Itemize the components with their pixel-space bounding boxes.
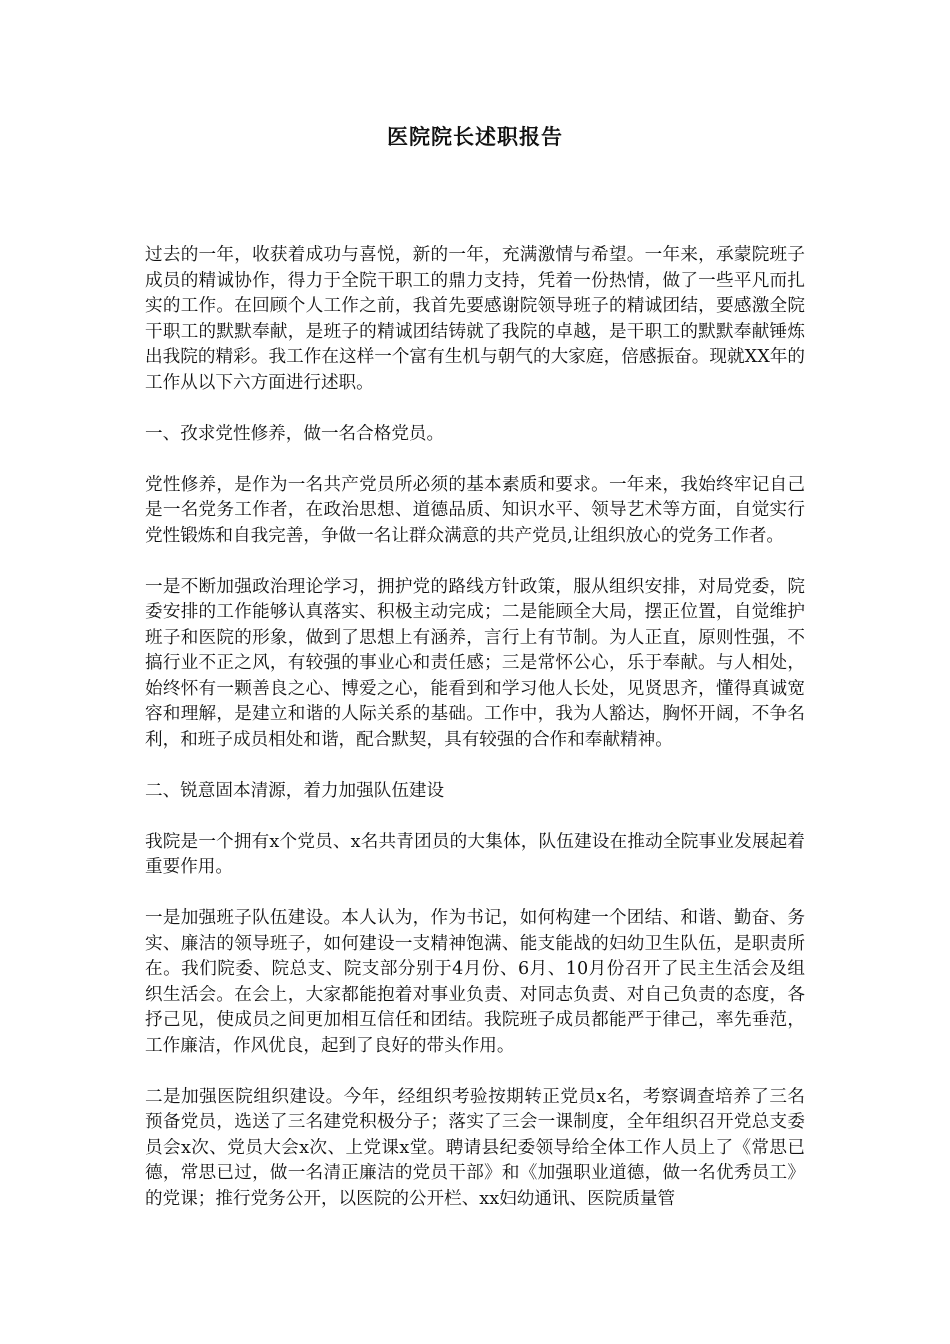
paragraph: 一是不断加强政治理论学习，拥护党的路线方针政策，服从组织安排，对局党委，院委安排的工作能够认真落实、积极主动完成；二是能顾全大局，摆正位置，自觉维护班子和医院的形象，做到了思想上有涵养，言行上有节制。为人正直，原则性强，不搞行业不正之风，有较强的事业心和责任感；三是常怀公心，乐于奉献。与人相处，始终怀有一颗善良之心、博爱之心，能看到和学习他人长处，见贤思齐，懂得真诚宽容和理解，是建立和谐的人际关系的基础。工作中，我为人豁达，胸怀开阔，不争名利，和班子成员相处和谐，配合默契，具有较强的合作和奉献精神。 xyxy=(145,576,805,750)
section-heading-2: 二、锐意固本清源，着力加强队伍建设 xyxy=(145,780,445,801)
document-title: 医院院长述职报告 xyxy=(387,124,563,149)
paragraph: 党性修养，是作为一名共产党员所必须的基本素质和要求。一年来，我始终牢记自己是一名党务工作者，在政治思想、道德品质、知识水平、领导艺术等方面，自觉实行党性锻炼和自我完善，争做一名让群众满意的共产党员,让组织放心的党务工作者。 xyxy=(145,474,805,546)
paragraph: 二是加强医院组织建设。今年，经组织考验按期转正党员x名，考察调查培养了三名预备党员，选送了三名建党积极分子；落实了三会一课制度，全年组织召开党总支委员会x次、党员大会x次、上党课x堂。聘请县纪委领导给全体工作人员上了《常思已德，常思已过，做一名清正廉洁的党员干部》和《加强职业道德，做一名优秀员工》的党课；推行党务公开，以医院的公开栏、xx妇幼通讯、医院质量管 xyxy=(145,1086,805,1209)
paragraph: 我院是一个拥有x个党员、x名共青团员的大集体，队伍建设在推动全院事业发展起着重要作用。 xyxy=(145,831,805,877)
document-body xyxy=(145,243,805,1238)
section-heading-1: 一、孜求党性修养，做一名合格党员。 xyxy=(145,423,445,444)
paragraph: 一是加强班子队伍建设。本人认为，作为书记，如何构建一个团结、和谐、勤奋、务实、廉洁的领导班子，如何建设一支精神饱满、能支能战的妇幼卫生队伍，是职责所在。我们院委、院总支、院支部分别于4月份、6月、10月份召开了民主生活会及组织生活会。在会上，大家都能抱着对事业负责、对同志负责、对自己负责的态度，各抒己见，使成员之间更加相互信任和团结。我院班子成员都能严于律己，率先垂范，工作廉洁，作风优良，起到了良好的带头作用。 xyxy=(145,908,805,1056)
paragraph-intro: 过去的一年，收获着成功与喜悦，新的一年，充满激情与希望。一年来，承蒙院班子成员的精诚协作，得力于全院干职工的鼎力支持，凭着一份热情，做了一些平凡而扎实的工作。在回顾个人工作之前，我首先要感谢院领导班子的精诚团结，要感激全院干职工的默默奉献，是班子的精诚团结铸就了我院的卓越，是干职工的默默奉献锤炼出我院的精彩。我工作在这样一个富有生机与朝气的大家庭，倍感振奋。现就XX年的工作从以下六方面进行述职。 xyxy=(145,245,805,393)
